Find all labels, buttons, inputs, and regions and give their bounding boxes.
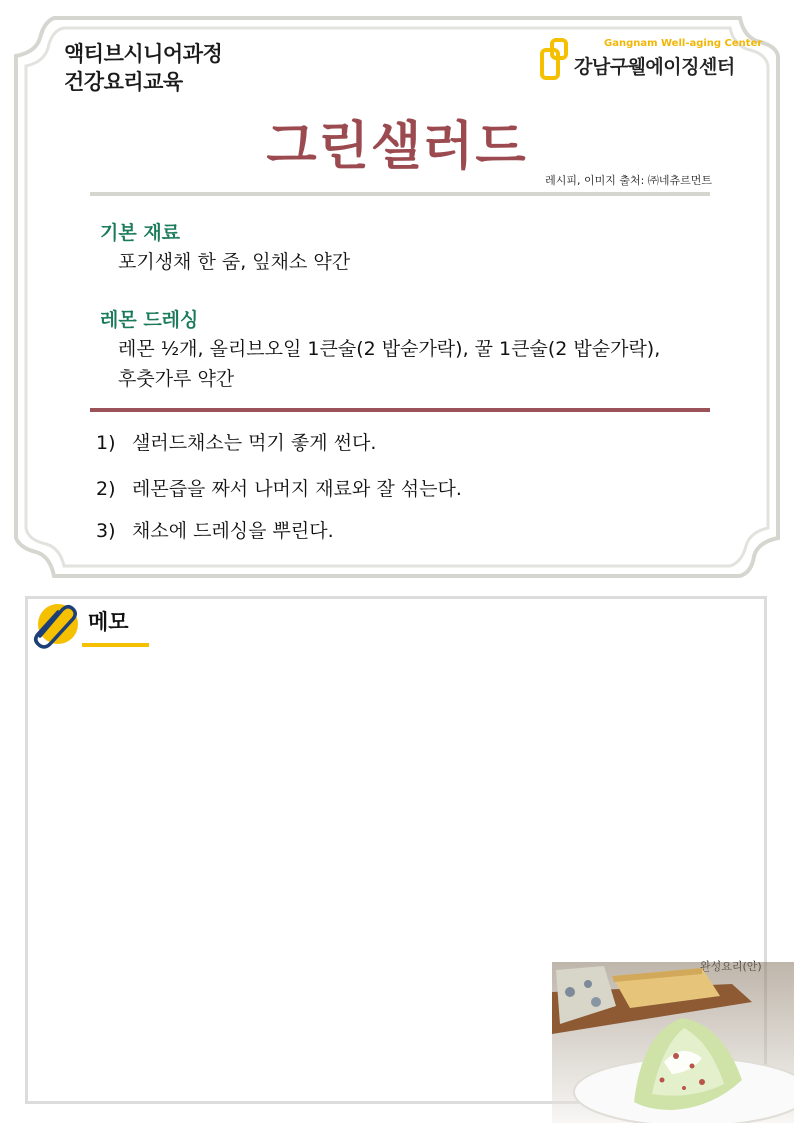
dressing-section (100, 305, 660, 394)
ingredients-section (100, 218, 350, 277)
step-2 (96, 474, 462, 501)
divider-gray (90, 192, 710, 196)
center-logo (540, 38, 763, 84)
logo-english-name: Gangnam Well-aging Center (604, 38, 763, 49)
dressing-body-line-2: 후춧가루 약간 (118, 368, 235, 390)
ingredients-heading: 기본 재료 (100, 222, 181, 244)
program-title (64, 40, 222, 96)
divider-red (90, 408, 710, 412)
recipe-source: 레시피, 이미지 출처: ㈜네츄르먼트 (545, 174, 712, 187)
logo-korean-name: 강남구웰에이징센터 (574, 56, 735, 78)
step-number: 3) (96, 520, 116, 542)
dressing-heading: 레몬 드레싱 (100, 309, 199, 331)
step-text: 샐러드채소는 먹기 좋게 썬다. (132, 432, 377, 454)
gangnam-logo-icon (540, 38, 570, 80)
program-line-1: 액티브시니어과정 (64, 42, 223, 66)
dressing-body-line-1: 레몬 ½개, 올리브오일 1큰술(2 밥숟가락), 꿀 1큰술(2 밥숟가락), (118, 338, 661, 360)
step-3 (96, 516, 334, 543)
paperclip-icon (30, 598, 80, 650)
memo-title-underline (82, 643, 149, 647)
program-line-2: 건강요리교육 (64, 70, 183, 94)
step-text: 레몬즙을 짜서 나머지 재료와 잘 섞는다. (132, 478, 462, 500)
recipe-title: 그린샐러드 (266, 117, 528, 177)
step-text: 채소에 드레싱을 뿌린다. (132, 520, 334, 542)
memo-title: 메모 (88, 610, 129, 634)
step-number: 1) (96, 432, 116, 454)
step-1 (96, 428, 376, 455)
ingredients-body: 포기생채 한 줌, 잎채소 약간 (118, 251, 351, 273)
salad-photo (552, 962, 794, 1123)
step-number: 2) (96, 478, 116, 500)
